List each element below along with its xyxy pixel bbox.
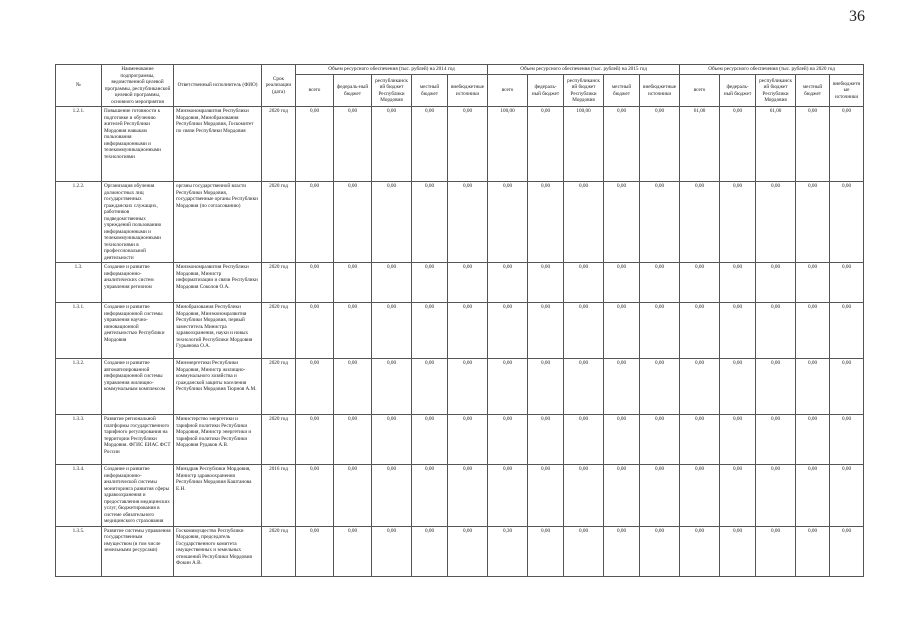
row-term: 2020 год bbox=[262, 359, 296, 415]
row-value: 0,00 bbox=[720, 465, 756, 527]
row-value: 0,00 bbox=[296, 415, 334, 465]
row-value: 0,00 bbox=[528, 526, 564, 576]
row-value: 0,00 bbox=[296, 465, 334, 527]
header-group-2020: Объем ресурсного обеспечения (тыс. рублей) на 2020 год bbox=[680, 65, 864, 75]
row-number: 1.3. bbox=[56, 263, 102, 303]
row-value: 0,00 bbox=[372, 526, 412, 576]
row-executor: Министерство энергетики и тарифной политики Республики Мордовия, Министр энергетики и тарифной политики Республики Мордовия Рудаков А.В. bbox=[174, 415, 262, 465]
row-executor: Госкомимущество Республики Мордовия, председатель Государственного комитета имущественных и земельных отношений Республики Мордовия Фокин А.В. bbox=[174, 526, 262, 576]
row-value: 0,00 bbox=[412, 107, 448, 182]
row-value: 0,00 bbox=[640, 107, 680, 182]
table-row bbox=[56, 359, 864, 415]
row-term: 2020 год bbox=[262, 526, 296, 576]
row-value: 0,00 bbox=[830, 107, 864, 182]
row-value: 0,00 bbox=[448, 263, 488, 303]
row-value: 0,00 bbox=[756, 359, 796, 415]
row-value: 0,00 bbox=[796, 359, 830, 415]
row-value: 0,00 bbox=[830, 359, 864, 415]
row-value: 0,00 bbox=[448, 465, 488, 527]
row-value: 0,00 bbox=[448, 107, 488, 182]
row-value: 61,00 bbox=[680, 107, 720, 182]
row-value: 0,00 bbox=[528, 303, 564, 359]
row-value: 0,30 bbox=[488, 526, 528, 576]
row-name: Повышение готовности к подготовке и обучению жителей Республики Мордовия навыкам пользования информационными и телекоммуникационными технологиями bbox=[102, 107, 174, 182]
row-value: 0,00 bbox=[680, 526, 720, 576]
row-value: 0,00 bbox=[720, 415, 756, 465]
row-name: Создание и развитие автоматизированной информационной системы управления жилищно-коммунальным комплексом bbox=[102, 359, 174, 415]
row-value: 0,00 bbox=[528, 107, 564, 182]
resource-table bbox=[55, 64, 864, 577]
row-value: 0,00 bbox=[604, 415, 640, 465]
row-value: 0,00 bbox=[564, 465, 604, 527]
row-value: 0,00 bbox=[412, 303, 448, 359]
row-value: 0,00 bbox=[680, 415, 720, 465]
row-number: 1.3.4. bbox=[56, 465, 102, 527]
row-value: 0,00 bbox=[756, 465, 796, 527]
row-value: 0,00 bbox=[412, 526, 448, 576]
row-value: 0,00 bbox=[296, 182, 334, 263]
row-value: 0,00 bbox=[796, 465, 830, 527]
row-value: 0,00 bbox=[640, 359, 680, 415]
row-value: 0,00 bbox=[334, 107, 372, 182]
row-term: 2016 год bbox=[262, 465, 296, 527]
header-term: Срок реализации (дата) bbox=[262, 65, 296, 107]
row-value: 0,00 bbox=[640, 303, 680, 359]
row-value: 0,00 bbox=[830, 415, 864, 465]
row-value: 0,00 bbox=[448, 415, 488, 465]
row-term: 2020 год bbox=[262, 182, 296, 263]
row-value: 0,00 bbox=[334, 182, 372, 263]
table-row bbox=[56, 415, 864, 465]
row-value: 0,00 bbox=[528, 182, 564, 263]
row-value: 100,00 bbox=[564, 107, 604, 182]
row-value: 0,00 bbox=[296, 263, 334, 303]
row-value: 0,00 bbox=[528, 263, 564, 303]
header-sub: республиканский бюджет Республики Мордовия bbox=[564, 75, 604, 107]
row-value: 0,00 bbox=[796, 263, 830, 303]
row-value: 0,00 bbox=[296, 526, 334, 576]
row-value: 0,00 bbox=[604, 263, 640, 303]
row-value: 0,00 bbox=[680, 263, 720, 303]
row-value: 0,00 bbox=[604, 526, 640, 576]
row-term: 2020 год bbox=[262, 263, 296, 303]
row-value: 0,00 bbox=[448, 359, 488, 415]
header-sub: федераль-ный бюджет bbox=[528, 75, 564, 107]
table-row bbox=[56, 303, 864, 359]
row-executor: органы государственной власти Республики Мордовия, государственные органы Республики Мордовия (по согласованию) bbox=[174, 182, 262, 263]
row-value: 0,00 bbox=[372, 465, 412, 527]
row-value: 0,00 bbox=[720, 263, 756, 303]
header-sub: всего bbox=[488, 75, 528, 107]
row-term: 2020 год bbox=[262, 303, 296, 359]
row-value: 0,00 bbox=[488, 303, 528, 359]
table-body bbox=[56, 107, 864, 577]
row-value: 0,00 bbox=[334, 263, 372, 303]
row-term: 2020 год bbox=[262, 107, 296, 182]
row-value: 0,00 bbox=[720, 107, 756, 182]
header-sub: республиканский бюджет Республики Мордовия bbox=[756, 75, 796, 107]
header-sub: местный бюджет bbox=[412, 75, 448, 107]
header-group-2015: Объем ресурсного обеспечения (тыс. рублей) на 2015 год bbox=[488, 65, 680, 75]
table-row bbox=[56, 526, 864, 576]
row-value: 0,00 bbox=[334, 359, 372, 415]
header-sub: всего bbox=[296, 75, 334, 107]
row-value: 100,00 bbox=[488, 107, 528, 182]
row-value: 0,00 bbox=[296, 303, 334, 359]
row-value: 0,00 bbox=[564, 263, 604, 303]
row-value: 0,00 bbox=[796, 182, 830, 263]
row-number: 1.3.1. bbox=[56, 303, 102, 359]
header-sub: внебюджетные источники bbox=[640, 75, 680, 107]
row-value: 0,00 bbox=[488, 415, 528, 465]
header-sub: федераль-ный бюджет bbox=[720, 75, 756, 107]
row-value: 0,00 bbox=[640, 182, 680, 263]
row-value: 0,00 bbox=[640, 415, 680, 465]
header-sub: внебюджетные источники bbox=[830, 75, 864, 107]
row-value: 0,00 bbox=[830, 182, 864, 263]
row-value: 0,00 bbox=[604, 182, 640, 263]
row-value: 0,00 bbox=[488, 263, 528, 303]
row-executor: Минздрав Республики Мордовия, Министр здравоохранения Республики Мордовия Каштанова Е.Н. bbox=[174, 465, 262, 527]
row-value: 0,00 bbox=[334, 415, 372, 465]
row-value: 0,00 bbox=[680, 182, 720, 263]
row-value: 0,00 bbox=[680, 303, 720, 359]
row-value: 0,00 bbox=[604, 303, 640, 359]
row-number: 1.3.5. bbox=[56, 526, 102, 576]
row-value: 0,00 bbox=[372, 263, 412, 303]
row-value: 0,00 bbox=[372, 182, 412, 263]
row-value: 0,00 bbox=[334, 303, 372, 359]
row-value: 0,00 bbox=[412, 263, 448, 303]
row-value: 0,00 bbox=[680, 359, 720, 415]
header-group-2014: Объем ресурсного обеспечения (тыс. рублей) на 2014 год bbox=[296, 65, 488, 75]
row-value: 0,00 bbox=[640, 263, 680, 303]
row-value: 0,00 bbox=[412, 415, 448, 465]
row-value: 0,00 bbox=[564, 526, 604, 576]
row-name: Создание и развитие информационно-аналитической системы мониторинга развития сферы здравоохранения и предоставления медицинских услуг, бюджетирования в системе обязательного медицинского страхования bbox=[102, 465, 174, 527]
header-sub: местный бюджет bbox=[796, 75, 830, 107]
header-executor: Ответственный исполнитель (ФИО) bbox=[174, 65, 262, 107]
row-name: Создание и развитие информационной системы управления научно-инновационной деятельностью Республики Мордовия bbox=[102, 303, 174, 359]
row-value: 0,00 bbox=[756, 303, 796, 359]
row-value: 0,00 bbox=[830, 465, 864, 527]
row-value: 0,00 bbox=[448, 182, 488, 263]
row-value: 0,00 bbox=[412, 182, 448, 263]
row-value: 0,00 bbox=[640, 526, 680, 576]
table-row bbox=[56, 107, 864, 182]
row-name: Создание и развитие информационно-аналитических систем управления регионом bbox=[102, 263, 174, 303]
row-value: 0,00 bbox=[796, 107, 830, 182]
row-value: 0,00 bbox=[720, 303, 756, 359]
row-value: 0,00 bbox=[640, 465, 680, 527]
header-sub: всего bbox=[680, 75, 720, 107]
row-name: Развитие региональной платформы государственного тарифного регулирования на территории Республики Мордовия. ФГИС ЕИАС ФСТ России bbox=[102, 415, 174, 465]
header-sub: республиканский бюджет Республики Мордовия bbox=[372, 75, 412, 107]
row-value: 0,00 bbox=[564, 303, 604, 359]
row-value: 0,00 bbox=[830, 526, 864, 576]
row-value: 0,00 bbox=[448, 526, 488, 576]
row-value: 0,00 bbox=[448, 303, 488, 359]
row-value: 0,00 bbox=[564, 359, 604, 415]
row-value: 0,00 bbox=[796, 526, 830, 576]
row-value: 0,00 bbox=[296, 107, 334, 182]
row-value: 0,00 bbox=[334, 526, 372, 576]
row-value: 0,00 bbox=[830, 303, 864, 359]
row-value: 0,00 bbox=[796, 303, 830, 359]
row-term: 2020 год bbox=[262, 415, 296, 465]
row-value: 0,00 bbox=[564, 182, 604, 263]
row-value: 0,00 bbox=[372, 303, 412, 359]
row-value: 0,00 bbox=[412, 465, 448, 527]
row-value: 0,00 bbox=[372, 415, 412, 465]
row-value: 0,00 bbox=[334, 465, 372, 527]
row-value: 0,00 bbox=[488, 182, 528, 263]
header-name: Наименование подпрограммы, ведомственной целевой программы, республиканской целевой программы, основного мероприятия bbox=[102, 65, 174, 107]
row-value: 0,00 bbox=[488, 359, 528, 415]
row-executor: Минэнергетики Республики Мордовия, Министр жилищно-коммунального хозяйства и гражданской защиты населения Республики Мордовия Тюрнов А.М. bbox=[174, 359, 262, 415]
row-number: 1.2.2. bbox=[56, 182, 102, 263]
row-value: 0,00 bbox=[528, 359, 564, 415]
row-value: 0,00 bbox=[756, 526, 796, 576]
row-value: 0,00 bbox=[720, 182, 756, 263]
row-value: 0,00 bbox=[796, 415, 830, 465]
row-value: 0,00 bbox=[830, 263, 864, 303]
row-value: 0,00 bbox=[488, 465, 528, 527]
row-value: 0,00 bbox=[604, 359, 640, 415]
row-name: Организация обучения должностных лиц государственных гражданских служащих, работников подведомственных учреждений пользованию информационными и телекоммуникационными технологиями в профессиональной деятельности bbox=[102, 182, 174, 263]
row-number: 1.3.3. bbox=[56, 415, 102, 465]
header-sub: внебюджетные источники bbox=[448, 75, 488, 107]
page-number: 36 bbox=[849, 8, 865, 25]
row-value: 0,00 bbox=[604, 465, 640, 527]
row-executor: Минобразования Республики Мордовия, Минэкономразвития Республики Мордовия, первый заместитель Министра здравоохранения, науки и новых технологий Республики Мордовия Гурьянова О.А. bbox=[174, 303, 262, 359]
row-value: 0,00 bbox=[604, 107, 640, 182]
row-value: 0,00 bbox=[564, 415, 604, 465]
table-row bbox=[56, 263, 864, 303]
table-row bbox=[56, 465, 864, 527]
row-value: 0,00 bbox=[372, 107, 412, 182]
row-value: 0,00 bbox=[680, 465, 720, 527]
row-value: 0,00 bbox=[528, 415, 564, 465]
table-row bbox=[56, 182, 864, 263]
header-num: № bbox=[56, 65, 102, 107]
row-value: 0,00 bbox=[528, 465, 564, 527]
row-value: 0,00 bbox=[296, 359, 334, 415]
row-name: Развитие системы управления государственным имуществом (в том числе земельными ресурсами) bbox=[102, 526, 174, 576]
row-executor: Минэкономразвития Республики Мордовия, Минобразования Республики Мордовия, Госкомитет по связи Республики Мордовия bbox=[174, 107, 262, 182]
row-value: 0,00 bbox=[372, 359, 412, 415]
row-value: 0,00 bbox=[720, 526, 756, 576]
row-value: 0,00 bbox=[756, 415, 796, 465]
row-value: 0,00 bbox=[756, 182, 796, 263]
header-sub: местный бюджет bbox=[604, 75, 640, 107]
row-value: 0,00 bbox=[756, 263, 796, 303]
row-number: 1.2.1. bbox=[56, 107, 102, 182]
row-value: 61,00 bbox=[756, 107, 796, 182]
row-value: 0,00 bbox=[412, 359, 448, 415]
header-sub: федераль-ный бюджет bbox=[334, 75, 372, 107]
row-executor: Минэкономразвития Республики Мордовия, Министр информатизации и связи Республики Мордовия Соколов О.А. bbox=[174, 263, 262, 303]
row-number: 1.3.2. bbox=[56, 359, 102, 415]
row-value: 0,00 bbox=[720, 359, 756, 415]
